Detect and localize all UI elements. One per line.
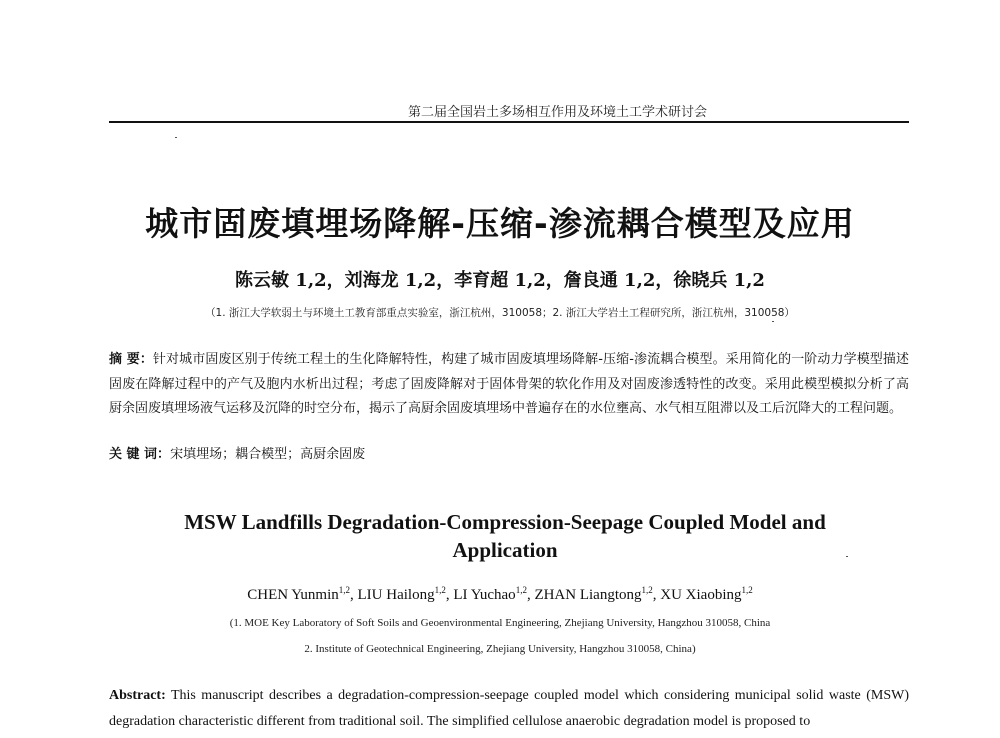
author-superscript: 1,2 [641, 585, 653, 595]
scan-speck [772, 321, 774, 322]
author-name: LI Yuchao [453, 587, 516, 603]
english-authors: CHEN Yunmin$^{1,2}$, LIU Hailong$^{1,2}$, LI Yuchao$^{1,2}$, ZHAN Liangtong$^{1,2}$, XU Xiaobing$^{1,2}$ [247, 585, 753, 603]
chinese-abstract-text: 针对城市固废区别于传统工程土的生化降解特性，构建了城市固废填埋场降解-压缩-渗流耦合模型。采用简化的一阶动力学模型描述固废在降解过程中的产气及胞内水析出过程；考虑了固废降解对于固体骨架的软化作用及对固废渗透特性的改变。采用此模型模拟分析了高厨余固废填埋场液气运移及沉降的时空分布，揭示了高厨余固废填埋场中普遍存在的水位壅高、水气相互阻滞以及工后沉降大的工程问题。 [109, 352, 909, 416]
english-affiliation-1: (1. MOE Key Laboratory of Soft Soils and Geoenvironmental Engineering, Zhejiang University, Hangzhou 310058, China [229, 617, 771, 629]
chinese-keywords [109, 443, 909, 462]
author-name: LIU Hailong [357, 587, 435, 603]
chinese-abstract-label: 摘 要： [109, 352, 153, 367]
chinese-title: 城市固废填埋场降解-压缩-渗流耦合模型及应用 [145, 204, 855, 243]
author-superscript: 1,2 [515, 585, 527, 595]
chinese-authors: 陈云敏 1,2，刘海龙 1,2，李育超 1,2，詹良通 1,2，徐晓兵 1,2 [235, 270, 765, 291]
scan-speck [846, 556, 848, 557]
author-superscript: 1,2 [338, 585, 351, 595]
english-abstract [109, 683, 909, 735]
author-name: CHEN Yunmin [247, 587, 339, 603]
author-name: XU Xiaobing [660, 587, 742, 603]
chinese-keywords-label: 关 键 词： [109, 447, 171, 462]
conference-header: 第二届全国岩土多场相互作用及环境土工学术研讨会 [407, 105, 707, 120]
author-superscript: 1,2 [741, 585, 753, 595]
author-name: ZHAN Liangtong [534, 587, 642, 603]
english-affiliation-2: 2. Institute of Geotechnical Engineering, Zhejiang University, Hangzhou 310058, China) [304, 643, 696, 655]
scan-speck [175, 137, 177, 138]
chinese-keywords-text: 宋填埋场；耦合模型；高厨余固废 [170, 447, 366, 462]
english-title: MSW Landfills Degradation-Compression-Seepage Coupled Model and Application [184, 510, 826, 562]
chinese-affiliation: （1. 浙江大学软弱土与环境土工教育部重点实验室，浙江杭州，310058；2. 浙江大学岩土工程研究所，浙江杭州，310058） [205, 307, 795, 319]
header-rule [109, 121, 909, 123]
chinese-abstract [109, 348, 909, 422]
english-abstract-label: Abstract: [109, 688, 166, 703]
author-superscript: 1,2 [434, 585, 446, 595]
english-abstract-text: This manuscript describes a degradation-compression-seepage coupled model which considering municipal solid waste (MSW) degradation characteristic different from traditional soil. The simplified cellulose anaerobic degradation model is proposed to [109, 688, 909, 729]
